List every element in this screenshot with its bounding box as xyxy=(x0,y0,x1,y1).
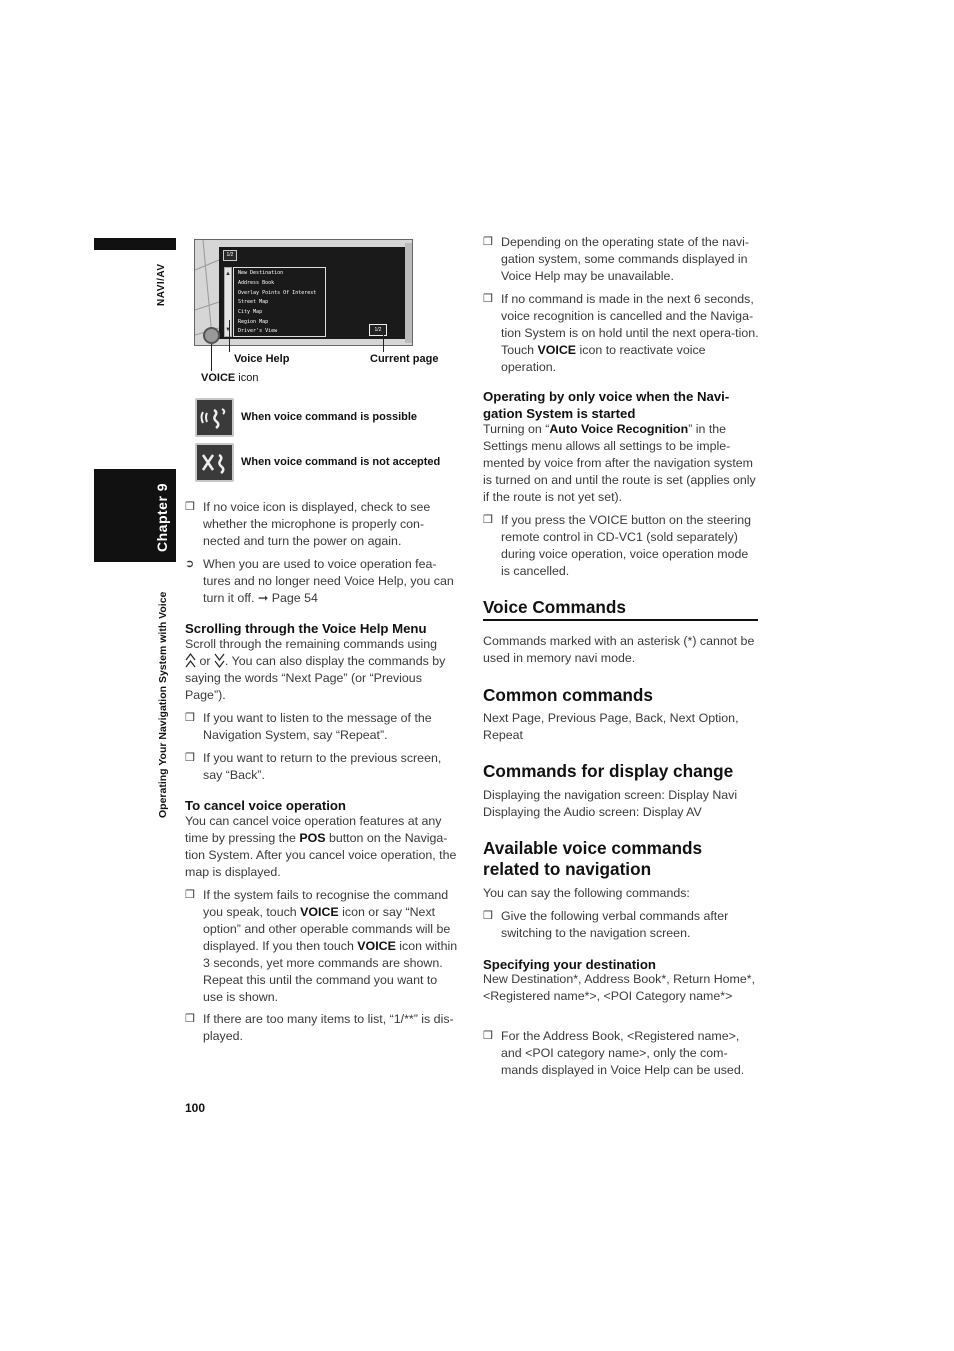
paragraph-only-voice xyxy=(483,421,759,506)
current-page-badge: 1/2 xyxy=(369,324,387,336)
caption-voice-rest: icon xyxy=(235,372,259,384)
bullet-icon: ❒ xyxy=(483,514,493,526)
only-voice-text-b: ” in the Settings menu allows all settings to be imple-mented by voice from after the navigation system is turned on and until the route is set (applies only if the route is not yet set). xyxy=(483,422,756,504)
note-text: For the Address Book, <Registered name>, and <POI category name>, only the com-mands displayed in Voice Help can be used. xyxy=(501,1029,745,1077)
callout-line xyxy=(229,320,230,352)
bullet-icon: ❒ xyxy=(185,1013,195,1025)
icon-caption-not-accepted: When voice command is not accepted xyxy=(241,456,441,468)
display-line-1: Displaying the navigation screen: Display Navi xyxy=(483,788,738,802)
cancel-text-b: button on the Naviga-tion System. After you cancel voice operation, the map is displayed. xyxy=(185,831,457,879)
arrow-bullet-icon: ➲ xyxy=(185,558,195,570)
note-text: If you want to listen to the message of the Navigation System, say “Repeat”. xyxy=(203,711,432,742)
note-text: icon or say “Next option” and other operable commands will be displayed. If you then touch xyxy=(203,905,451,953)
paragraph-cancel xyxy=(185,813,460,881)
callout-line xyxy=(383,335,384,352)
menu-item[interactable]: Street Map xyxy=(238,299,269,305)
bullet-icon: ❒ xyxy=(185,752,195,764)
cancel-text-a: You can cancel voice operation features at any time by pressing the xyxy=(185,814,442,845)
voice-help-screenshot xyxy=(194,239,413,346)
bullet-icon: ❒ xyxy=(483,236,493,248)
heading-specifying-destination: Specifying your destination xyxy=(483,957,656,972)
side-section-label: NAVI/AV xyxy=(156,263,167,306)
bullet-icon: ❒ xyxy=(483,910,493,922)
menu-item[interactable]: City Map xyxy=(238,309,263,315)
bullet-icon: ❒ xyxy=(185,712,195,724)
scroll-down-icon[interactable]: ▼ xyxy=(225,327,231,333)
voice-possible-icon xyxy=(195,398,234,437)
paragraph-common-commands: Next Page, Previous Page, Back, Next Option, Repeat xyxy=(483,711,739,742)
menu-item[interactable]: Overlay Points Of Interest xyxy=(238,290,317,296)
page-reference-link[interactable]: Page 54 xyxy=(268,591,318,605)
note-text: If no voice icon is displayed, check to see whether the microphone is properly con-nected and turn the power on again. xyxy=(203,500,431,548)
callout-line xyxy=(211,344,212,371)
voice-label: VOICE xyxy=(357,939,396,953)
heading-scrolling: Scrolling through the Voice Help Menu xyxy=(185,621,427,636)
heading-voice-commands: Voice Commands xyxy=(483,597,626,617)
paragraph-scrolling xyxy=(185,636,460,704)
note-text: If no command is made in the next 6 seconds, voice recognition is cancelled and the Naviga-tion System is on hold until the next opera-tion. Touch xyxy=(501,292,759,357)
right-arrow-icon: ➞ xyxy=(257,591,269,605)
side-tab-bar xyxy=(94,238,176,250)
voice-not-accepted-icon xyxy=(195,443,234,482)
scroll-text-b: . You can also display the commands by saying the words “Next Page” (or “Previous Page”). xyxy=(185,654,446,702)
note-text: If there are too many items to list, “1/**” is dis-played. xyxy=(203,1012,454,1043)
scroll-text-or: or xyxy=(196,654,214,668)
heading-available-commands: Available voice commands related to navigation xyxy=(483,838,703,879)
only-voice-text-a: Turning on “ xyxy=(483,422,550,436)
bullet-icon: ❒ xyxy=(483,293,493,305)
bullet-icon: ❒ xyxy=(185,501,195,513)
voice-label: VOICE xyxy=(300,905,339,919)
voice-help-menu xyxy=(233,267,326,337)
auto-voice-recognition-label: Auto Voice Recognition xyxy=(549,422,689,436)
pos-button-label: POS xyxy=(299,831,326,845)
menu-item[interactable]: Region Map xyxy=(238,319,269,325)
voice-icon[interactable] xyxy=(203,327,220,344)
paragraph-specifying-destination: New Destination*, Address Book*, Return Home*, <Registered name*>, <POI Category name*> xyxy=(483,972,756,1003)
page-number: 100 xyxy=(185,1101,206,1115)
caption-voice-bold: VOICE xyxy=(201,372,236,384)
scroll-text-a: Scroll through the remaining commands using xyxy=(185,637,438,651)
bullet-icon: ❒ xyxy=(483,1030,493,1042)
side-chapter-title: Operating Your Navigation System with Voice xyxy=(157,591,169,818)
bullet-icon: ❒ xyxy=(185,889,195,901)
scroll-up-icon[interactable]: ▲ xyxy=(225,271,231,277)
note-text: When you are used to voice operation fea-tures and no longer need Voice Help, you can turn it off. xyxy=(203,557,454,605)
heading-common-commands: Common commands xyxy=(483,685,653,705)
paragraph-display-change xyxy=(483,787,759,821)
chapter-label: Chapter 9 xyxy=(154,482,170,552)
caption-voice-help: Voice Help xyxy=(234,353,290,365)
voice-label: VOICE xyxy=(537,343,577,357)
menu-item[interactable]: Driver's View xyxy=(238,328,278,334)
caption-current-page: Current page xyxy=(370,353,439,365)
scroll-down-arrow-icon xyxy=(214,653,225,668)
note-text: Give the following verbal commands after switching to the navigation screen. xyxy=(501,909,729,940)
note-text: If you press the VOICE button on the steering remote control in CD-VC1 (sold separately) during voice operation, voice operation mode is cancelled. xyxy=(501,513,752,578)
note-text: icon within 3 seconds, yet more commands are shown. Repeat this until the command you want to use is shown. xyxy=(203,939,458,1004)
note-text: icon to reactivate voice operation. xyxy=(501,343,706,374)
map-side-bar xyxy=(405,243,413,343)
section-rule xyxy=(483,619,758,621)
icon-caption-possible: When voice command is possible xyxy=(241,411,418,423)
voice-help-scrollbar[interactable] xyxy=(224,267,232,337)
caption-voice-icon xyxy=(201,372,258,384)
paragraph-voice-commands: Commands marked with an asterisk (*) cannot be used in memory navi mode. xyxy=(483,634,755,665)
voice-help-top-button[interactable]: 1/2 xyxy=(223,250,237,261)
heading-display-change: Commands for display change xyxy=(483,761,734,781)
menu-item[interactable]: Address Book xyxy=(238,280,275,286)
menu-item[interactable]: New Destination xyxy=(238,270,284,276)
note-text: Depending on the operating state of the navi-gation system, some commands displayed in Voice Help may be unavailable. xyxy=(501,235,749,283)
paragraph-available-commands: You can say the following commands: xyxy=(483,886,690,900)
heading-cancel: To cancel voice operation xyxy=(185,798,346,813)
scroll-up-arrow-icon xyxy=(185,653,196,668)
heading-only-voice: Operating by only voice when the Navi-gation System is started xyxy=(483,389,730,421)
display-line-2: Displaying the Audio screen: Display AV xyxy=(483,805,702,819)
note-text: If the system fails to recognise the command you speak, touch xyxy=(203,888,449,919)
note-text: If you want to return to the previous screen, say “Back”. xyxy=(203,751,442,782)
